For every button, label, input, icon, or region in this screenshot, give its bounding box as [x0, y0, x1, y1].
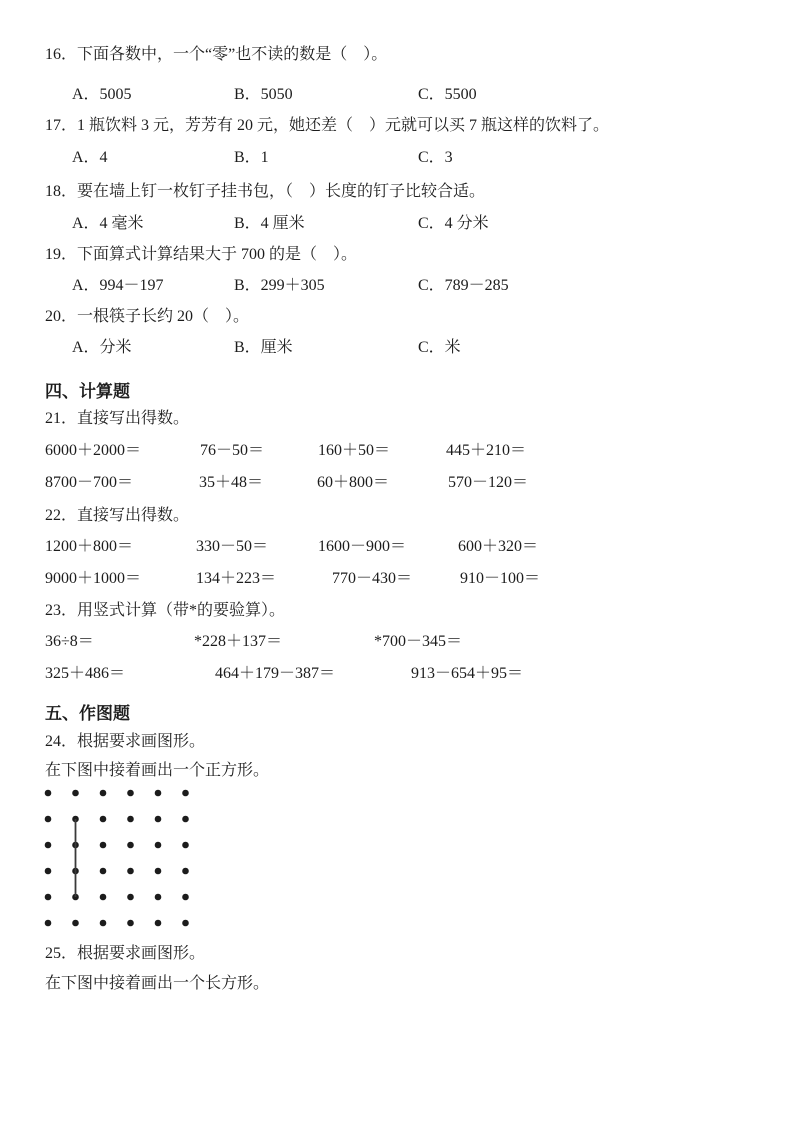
- dot-grid: [42, 786, 202, 936]
- calc-expression: *700－345＝: [374, 633, 463, 650]
- option-18-b: B．4 厘米: [234, 215, 305, 232]
- question-25-instruction: 在下图中接着画出一个长方形。: [45, 975, 270, 992]
- section-draw-title: 五、作图题: [45, 704, 130, 723]
- question-23-stem: 23．用竖式计算（带*的要验算）。: [45, 602, 286, 619]
- option-17-a: A．4: [72, 149, 108, 166]
- calc-expression: 6000＋2000＝: [45, 442, 142, 459]
- option-17-b: B．1: [234, 149, 269, 166]
- question-18-options: [0, 213, 793, 234]
- calc-expression: 570－120＝: [448, 474, 529, 491]
- question-18-stem: 18．要在墙上钉一枚钉子挂书包，（ ）长度的钉子比较合适。: [45, 183, 486, 200]
- question-21-stem: 21．直接写出得数。: [45, 410, 190, 427]
- question-20-stem: 20．一根筷子长约 20（ ）。: [45, 308, 250, 325]
- question-17-stem: 17．1 瓶饮料 3 元，芳芳有 20 元，她还差（ ）元就可以买 7 瓶这样的饮料了。: [45, 117, 610, 134]
- option-16-a: A．5005: [72, 86, 132, 103]
- calc-expression: 910－100＝: [460, 570, 541, 587]
- calc-expression: 35＋48＝: [199, 474, 264, 491]
- option-18-c: C．4 分米: [418, 215, 489, 232]
- option-20-c: C．米: [418, 339, 461, 356]
- q23-row-1: [0, 631, 793, 652]
- question-19-options: [0, 275, 793, 296]
- calc-expression: 9000＋1000＝: [45, 570, 142, 587]
- q22-row-1: [0, 536, 793, 557]
- option-17-c: C．3: [418, 149, 453, 166]
- option-19-a: A．994－197: [72, 277, 164, 294]
- calc-expression: 76－50＝: [200, 442, 265, 459]
- question-25-stem: 25．根据要求画图形。: [45, 945, 206, 962]
- question-19-stem: 19．下面算式计算结果大于 700 的是（ ）。: [45, 246, 358, 263]
- calc-expression: 60＋800＝: [317, 474, 390, 491]
- calc-expression: 445＋210＝: [446, 442, 527, 459]
- calc-expression: *228＋137＝: [194, 633, 283, 650]
- calc-expression: 770－430＝: [332, 570, 413, 587]
- calc-expression: 8700－700＝: [45, 474, 134, 491]
- q21-row-2: [0, 472, 793, 493]
- q23-row-2: [0, 663, 793, 684]
- question-16-stem: 16．下面各数中，一个“零”也不读的数是（ ）。: [45, 46, 388, 63]
- calc-expression: 160＋50＝: [318, 442, 391, 459]
- option-16-b: B．5050: [234, 86, 293, 103]
- q21-row-1: [0, 440, 793, 461]
- calc-expression: 330－50＝: [196, 538, 269, 555]
- calc-expression: 1200＋800＝: [45, 538, 134, 555]
- question-20-options: [0, 337, 793, 358]
- calc-expression: 600＋320＝: [458, 538, 539, 555]
- question-16-options: [0, 84, 793, 105]
- calc-expression: 134＋223＝: [196, 570, 277, 587]
- option-18-a: A．4 毫米: [72, 215, 144, 232]
- question-17-options: [0, 147, 793, 168]
- question-24-stem: 24．根据要求画图形。: [45, 733, 206, 750]
- calc-expression: 325＋486＝: [45, 665, 126, 682]
- question-24-instruction: 在下图中接着画出一个正方形。: [45, 762, 270, 779]
- section-calc-title: 四、计算题: [45, 382, 130, 401]
- question-22-stem: 22．直接写出得数。: [45, 507, 190, 524]
- calc-expression: 1600－900＝: [318, 538, 407, 555]
- option-20-b: B．厘米: [234, 339, 293, 356]
- calc-expression: 464＋179－387＝: [215, 665, 336, 682]
- option-16-c: C．5500: [418, 86, 477, 103]
- option-20-a: A．分米: [72, 339, 132, 356]
- option-19-c: C．789－285: [418, 277, 509, 294]
- option-19-b: B．299＋305: [234, 277, 325, 294]
- calc-expression: 913－654＋95＝: [411, 665, 524, 682]
- calc-expression: 36÷8＝: [45, 633, 94, 650]
- q22-row-2: [0, 568, 793, 589]
